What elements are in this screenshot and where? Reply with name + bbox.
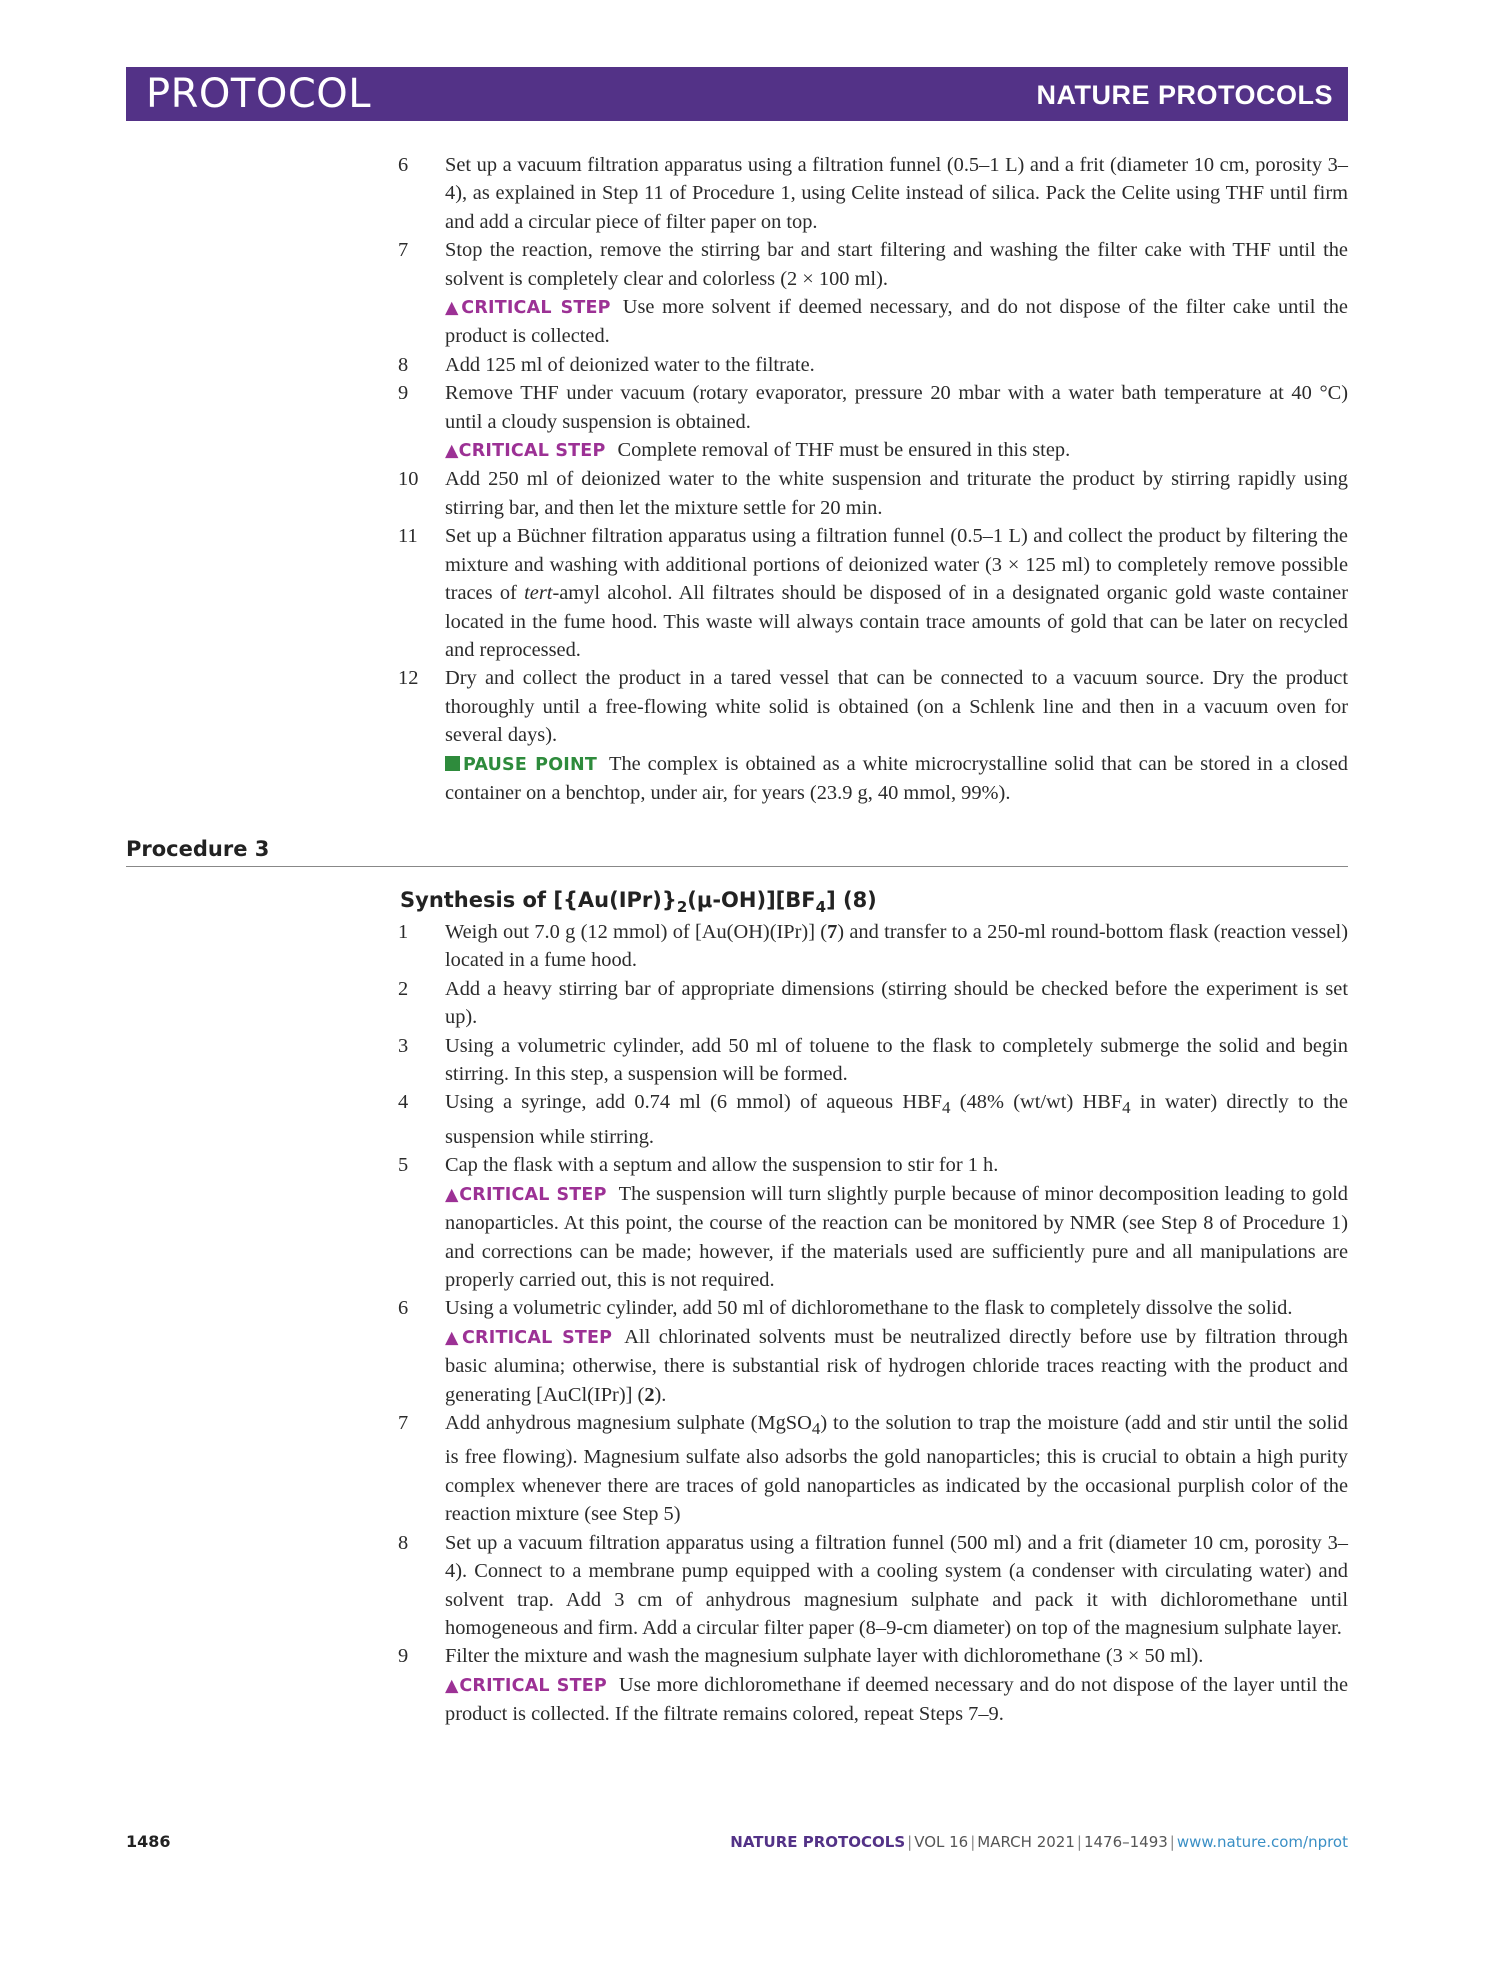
footer-citation: NATURE PROTOCOLS | VOL 16 | MARCH 2021 | 1476–1493 | www.nature.com/nprot: [730, 1833, 1348, 1851]
step-text-part: Using a syringe, add 0.74 ml (6 mmol) of aqueous HBF: [445, 1091, 943, 1114]
step-text: Filter the mixture and wash the magnesium sulphate layer with dichloromethane (3 × 50 ml).: [445, 1645, 1204, 1668]
section-divider: [126, 866, 1348, 867]
step-text: Dry and collect the product in a tared vessel that can be connected to a vacuum source. Dry the product thoroughly until a free-flowing white solid is obtained (on a Schlenk line and then in a vacuum oven for several days).: [445, 667, 1348, 747]
subheading-part: (μ-OH)][BF: [687, 888, 816, 912]
article-type-label: PROTOCOL: [146, 71, 372, 117]
critical-step-text: Use more solvent if deemed necessary, and do not dispose of the filter cake until the product is collected.: [445, 296, 1348, 348]
critical-step-text: All chlorinated solvents must be neutralized directly before use by filtration through basic alumina; otherwise, there is substantial risk of hydrogen chloride traces reacting with the product and generating [AuCl(IPr)] (: [445, 1325, 1348, 1406]
critical-step-text: Use more dichloromethane if deemed necessary and do not dispose of the layer until the product is collected. If the filtrate remains colored, repeat Steps 7–9.: [445, 1673, 1348, 1726]
step-text: [445, 1088, 1348, 1151]
step-item: [398, 236, 1348, 351]
pause-point-label: PAUSE POINT: [463, 754, 597, 775]
subheading-subscript: 4: [815, 898, 827, 917]
compound-number: 7: [827, 921, 838, 943]
critical-step-text: Complete removal of THF must be ensured in this step.: [617, 439, 1071, 462]
critical-step-label: ▲CRITICAL STEP: [445, 1327, 613, 1348]
procedure-2-steps: [398, 151, 1348, 807]
section-label: Procedure 3: [126, 837, 270, 861]
step-number: 10: [398, 468, 419, 491]
step-text: Stop the reaction, remove the stirring bar and start filtering and washing the filter cake with THF until the solvent is completely clear and colorless (2 × 100 ml).: [445, 239, 1348, 290]
pause-point-note: [445, 750, 1348, 808]
step-text: [445, 1409, 1348, 1529]
step-number: 7: [398, 239, 409, 262]
step-text-part: Add anhydrous magnesium sulphate (MgSO: [445, 1411, 812, 1434]
step-number: 6: [398, 154, 409, 176]
footer-date: MARCH 2021: [977, 1833, 1075, 1851]
step-number: 12: [398, 667, 419, 690]
critical-step-text: The suspension will turn slightly purple because of minor decomposition leading to gold nanoparticles. At this point, the course of the reaction can be monitored by NMR (see Step 8 of Procedure 1) and corrections can be made; however, if the materials used are sufficiently pure and all manipulations are properly carried out, this is not required.: [445, 1182, 1348, 1291]
step-text-part: Set up a Büchner filtration apparatus using a filtration funnel (0.5–1 L) and collect the product by filtering the mixture and washing with additional portions of deionized water (3 × 125 ml) to completely remove possible traces of: [445, 525, 1348, 605]
step-text: Using a volumetric cylinder, add 50 ml of dichloromethane to the flask to completely dissolve the solid.: [445, 1297, 1293, 1320]
step-text-part: -amyl alcohol. All filtrates should be disposed of in a designated organic gold waste container located in the fume hood. This waste will always contain trace amounts of gold that can be later on recycled and reprocessed.: [445, 582, 1348, 661]
step-item: [398, 465, 1348, 522]
step-item: [398, 1294, 1348, 1409]
step-item: [398, 1088, 1348, 1151]
step-number: 8: [398, 1531, 409, 1554]
page-number: 1486: [126, 1832, 171, 1851]
step-item: [398, 151, 1348, 236]
step-text: Cap the flask with a septum and allow the suspension to stir for 1 h.: [445, 1154, 999, 1177]
pause-point-text: The complex is obtained as a white microcrystalline solid that can be stored in a closed container on a benchtop, under air, for years (23.9 g, 40 mmol, 99%).: [445, 752, 1348, 804]
step-text: Set up a vacuum filtration apparatus using a filtration funnel (0.5–1 L) and a frit (diameter 10 cm, porosity 3–4), as explained in Step 11 of Procedure 1, using Celite instead of silica. Pack the Celite using THF until firm and add a circular piece of filter paper on top.: [445, 154, 1348, 233]
step-number: 11: [398, 525, 418, 548]
step-text: Remove THF under vacuum (rotary evaporator, pressure 20 mbar with a water bath temperature at 40 °C) until a cloudy suspension is obtained.: [445, 382, 1348, 433]
step-item: [398, 1151, 1348, 1294]
subscript: 4: [811, 1419, 821, 1439]
italic-term: tert: [524, 582, 553, 605]
footer-journal-name: NATURE PROTOCOLS: [730, 1833, 906, 1851]
step-text: Add a heavy stirring bar of appropriate dimensions (stirring should be checked before the experiment is set up).: [445, 977, 1348, 1029]
step-text-part: in water) directly to the suspension while stirring.: [445, 1091, 1348, 1148]
step-number: 9: [398, 1645, 409, 1668]
step-text: [445, 522, 1348, 664]
critical-step-label: ▲CRITICAL STEP: [445, 1184, 607, 1205]
journal-header-bar: [126, 67, 1348, 121]
step-item: [398, 975, 1348, 1032]
pause-square-icon: [445, 756, 460, 771]
step-text: Add 250 ml of deionized water to the white suspension and triturate the product by stirring rapidly using stirring bar, and then let the mixture settle for 20 min.: [445, 468, 1348, 519]
critical-step-label: ▲CRITICAL STEP: [445, 1675, 607, 1696]
step-item: [398, 1529, 1348, 1643]
critical-step-note: [445, 1180, 1348, 1295]
step-item: [398, 664, 1348, 807]
journal-name-header: NATURE PROTOCOLS: [1036, 80, 1333, 110]
step-item: [398, 1032, 1348, 1089]
step-text: [445, 918, 1348, 975]
step-text-part: (48% (wt/wt) HBF: [950, 1091, 1123, 1114]
step-text-part: ) and transfer to a 250-ml round-bottom flask (reaction vessel) located in a fume hood.: [445, 921, 1348, 972]
subheading-part: Synthesis of [{Au(IPr)}: [400, 888, 677, 912]
step-text: Using a volumetric cylinder, add 50 ml of toluene to the flask to completely submerge the solid and begin stirring. In this step, a suspension will be formed.: [445, 1034, 1348, 1086]
step-item: [398, 918, 1348, 975]
step-item: [398, 1642, 1348, 1728]
critical-step-label: ▲CRITICAL STEP: [445, 441, 606, 462]
footer-volume: VOL 16: [914, 1833, 969, 1851]
step-item: [398, 351, 1348, 379]
step-number: 2: [398, 977, 409, 1000]
step-number: 9: [398, 382, 409, 405]
step-text-part: Weigh out 7.0 g (12 mmol) of [Au(OH)(IPr)] (: [445, 921, 828, 943]
compound-number: 2: [644, 1383, 655, 1406]
step-text: Add 125 ml of deionized water to the filtrate.: [445, 353, 815, 376]
step-text-part: ) to the solution to trap the moisture (add and stir until the solid is free flowing). Magnesium sulfate also adsorbs the gold nanoparticles; this is crucial to obtain a high purity complex whenever there are traces of gold nanoparticles as indicated by the occasional purplish color of the reaction mixture (see Step 5): [445, 1411, 1348, 1526]
critical-step-note: [445, 1323, 1348, 1409]
footer-pages: 1476–1493: [1083, 1833, 1168, 1851]
procedure-subheading: [400, 888, 877, 916]
step-text: Set up a vacuum filtration apparatus using a filtration funnel (500 ml) and a frit (diameter 10 cm, porosity 3–4). Connect to a membrane pump equipped with a cooling system (a condenser with circulating water) and solvent trap. Add 3 cm of anhydrous magnesium sulphate and pack it with dichloromethane until homogeneous and firm. Add a circular filter paper (8–9-cm diameter) on top of the magnesium sulphate layer.: [445, 1531, 1348, 1639]
procedure-3-steps: [398, 918, 1348, 1729]
subscript: 4: [1122, 1098, 1131, 1118]
step-number: 4: [398, 1091, 409, 1114]
step-item: [398, 379, 1348, 465]
step-number: 1: [398, 921, 409, 943]
step-number: 7: [398, 1411, 409, 1434]
critical-step-note: [445, 436, 1348, 465]
critical-step-note: [445, 1671, 1348, 1729]
critical-step-note: [445, 293, 1348, 351]
step-number: 5: [398, 1154, 409, 1177]
subheading-subscript: 2: [676, 898, 688, 917]
critical-step-label: ▲CRITICAL STEP: [445, 298, 611, 319]
step-number: 6: [398, 1297, 409, 1320]
step-number: 3: [398, 1034, 409, 1057]
subscript: 4: [942, 1098, 951, 1118]
step-number: 8: [398, 353, 409, 376]
footer-journal-link[interactable]: www.nature.com/nprot: [1176, 1833, 1348, 1851]
subheading-part: ] (8): [826, 888, 877, 912]
step-item: [398, 1409, 1348, 1529]
critical-step-text: ).: [654, 1383, 667, 1406]
step-item: [398, 522, 1348, 664]
